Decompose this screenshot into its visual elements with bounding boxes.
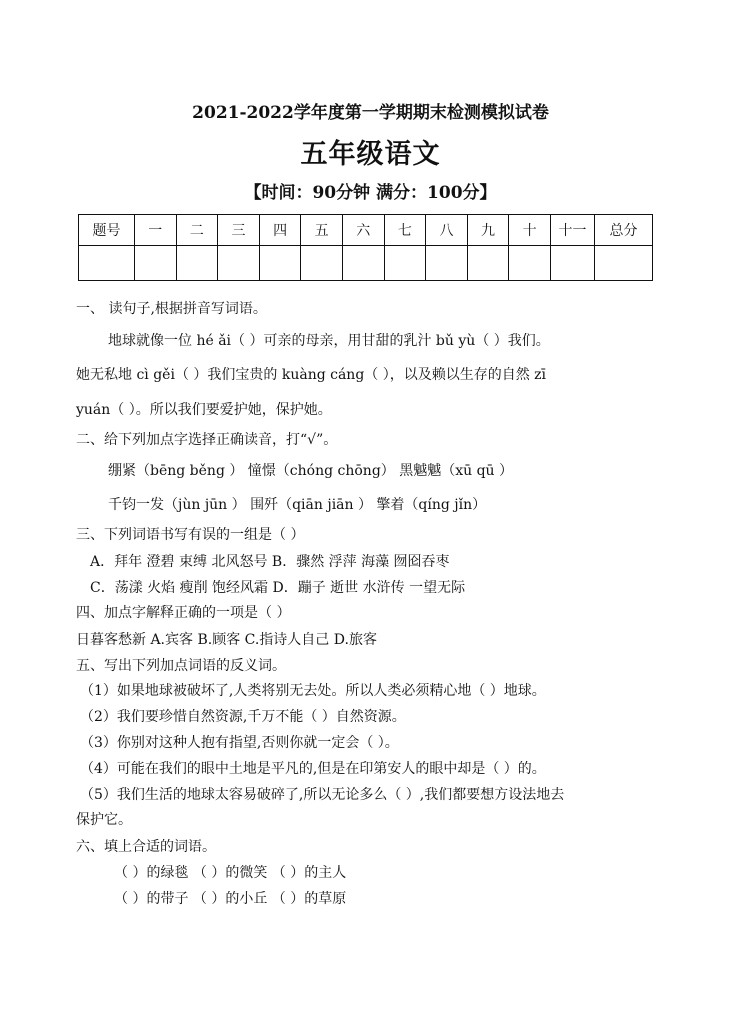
section-1-title: 一、 读句子,根据拼音写词语。 bbox=[76, 301, 267, 317]
score-header-cell: 十一 bbox=[551, 215, 595, 246]
score-table-header-row bbox=[79, 215, 653, 246]
section-2-line: 绷紧（bēng běng ） 憧憬（chóng chōng） 黑魆魆（xū qū ） bbox=[108, 463, 514, 479]
score-table-blank-row bbox=[79, 246, 653, 281]
score-header-cell: 十 bbox=[509, 215, 551, 246]
score-header-cell: 四 bbox=[259, 215, 301, 246]
section-2-line: 千钧一发（jùn jūn ） 围歼（qiān jiān ） 擎着（qíng jǐn） bbox=[108, 497, 487, 513]
score-blank-cell[interactable] bbox=[467, 246, 509, 281]
section-5-line: （4）可能在我们的眼中土地是平凡的,但是在印第安人的眼中却是（ ）的。 bbox=[80, 761, 546, 777]
score-header-cell: 三 bbox=[218, 215, 260, 246]
score-table bbox=[78, 214, 653, 281]
score-blank-cell[interactable] bbox=[79, 246, 135, 281]
score-blank-cell[interactable] bbox=[342, 246, 384, 281]
section-5-line: 保护它。 bbox=[76, 812, 132, 828]
score-header-cell: 一 bbox=[135, 215, 177, 246]
section-6-title: 六、填上合适的词语。 bbox=[76, 839, 216, 855]
score-blank-cell[interactable] bbox=[595, 246, 653, 281]
score-header-cell: 总分 bbox=[595, 215, 653, 246]
score-header-cell: 六 bbox=[342, 215, 384, 246]
section-5-line: （5）我们生活的地球太容易破碎了,所以无论多么（ ）,我们都要想方设法地去 bbox=[80, 787, 565, 803]
section-1-line: 地球就像一位 hé ǎi（ ）可亲的母亲，用甘甜的乳汁 bǔ yù（ ）我们。 bbox=[108, 333, 550, 349]
section-1-line: yuán（ ）。所以我们要爱护她，保护她。 bbox=[76, 402, 332, 418]
section-1-line: 她无私地 cì gěi（ ）我们宝贵的 kuàng cáng（ ），以及赖以生存的自然 zī bbox=[76, 367, 547, 383]
score-blank-cell[interactable] bbox=[509, 246, 551, 281]
section-4-title: 四、加点字解释正确的一项是（ ） bbox=[76, 605, 291, 621]
time-score-info: 【时间：90分钟 满分：100分】 bbox=[244, 183, 497, 203]
section-2-title: 二、给下列加点字选择正确读音，打“√”。 bbox=[76, 432, 338, 448]
score-header-cell: 二 bbox=[176, 215, 218, 246]
score-header-cell: 题号 bbox=[79, 215, 135, 246]
section-3-title: 三、下列词语书写有误的一组是（ ） bbox=[76, 527, 305, 543]
score-header-cell: 八 bbox=[426, 215, 468, 246]
section-3-options: C．荡漾 火焰 瘦削 饱经风霜 D．蹦子 逝世 水浒传 一望无际 bbox=[90, 580, 466, 596]
section-5-line: （2）我们要珍惜自然资源,千万不能（ ）自然资源。 bbox=[80, 709, 406, 725]
score-header-cell: 五 bbox=[301, 215, 343, 246]
score-blank-cell[interactable] bbox=[551, 246, 595, 281]
subject-title: 五年级语文 bbox=[300, 139, 441, 170]
section-4-options: 日暮客愁新 A.宾客 B.顾客 C.指诗人自己 D.旅客 bbox=[76, 632, 377, 648]
section-5-line: （1）如果地球被破坏了,人类将别无去处。所以人类必须精心地（ ）地球。 bbox=[80, 683, 546, 699]
score-blank-cell[interactable] bbox=[426, 246, 468, 281]
section-6-line: （ ）的带子 （ ）的小丘 （ ）的草原 bbox=[114, 891, 347, 907]
score-blank-cell[interactable] bbox=[301, 246, 343, 281]
score-blank-cell[interactable] bbox=[384, 246, 426, 281]
score-header-cell: 七 bbox=[384, 215, 426, 246]
section-5-line: （3）你别对这种人抱有指望,否则你就一定会（ ）。 bbox=[80, 735, 399, 751]
section-6-line: （ ）的绿毯 （ ）的微笑 （ ）的主人 bbox=[114, 865, 347, 881]
score-blank-cell[interactable] bbox=[176, 246, 218, 281]
score-blank-cell[interactable] bbox=[135, 246, 177, 281]
section-5-title: 五、写出下列加点词语的反义词。 bbox=[76, 658, 286, 674]
score-header-cell: 九 bbox=[467, 215, 509, 246]
exam-title: 2021-2022学年度第一学期期末检测模拟试卷 bbox=[192, 103, 549, 123]
score-blank-cell[interactable] bbox=[218, 246, 260, 281]
section-3-options: A．拜年 澄碧 束缚 北风怒号 B．骤然 浮萍 海藻 囫囵吞枣 bbox=[90, 554, 450, 570]
score-blank-cell[interactable] bbox=[259, 246, 301, 281]
